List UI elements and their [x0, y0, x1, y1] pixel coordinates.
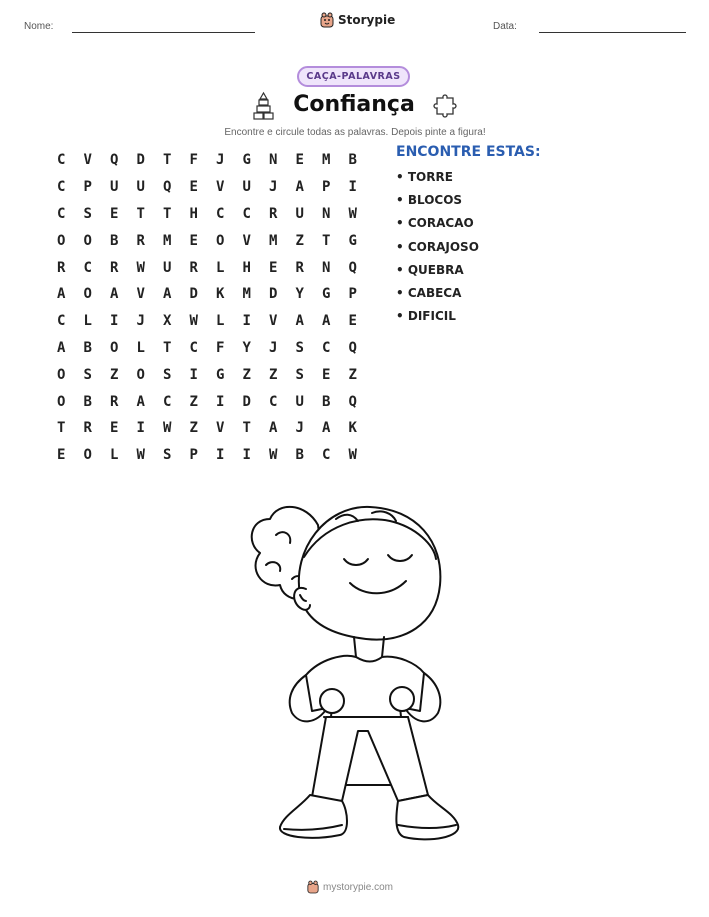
grid-letter[interactable]: R [189, 259, 198, 276]
grid-letter[interactable]: V [136, 286, 145, 303]
grid-letter[interactable]: T [322, 232, 331, 249]
grid-letter[interactable]: Z [295, 232, 304, 249]
word-list-item: • BLOCOS [396, 193, 479, 216]
grid-letter[interactable]: C [216, 205, 225, 222]
grid-letter[interactable]: I [348, 179, 357, 196]
grid-letter[interactable]: S [295, 339, 304, 356]
grid-letter[interactable]: E [322, 366, 331, 383]
grid-letter[interactable]: J [269, 339, 278, 356]
grid-letter[interactable]: R [269, 205, 278, 222]
name-line[interactable] [72, 32, 255, 33]
grid-letter[interactable]: J [136, 313, 145, 330]
grid-letter[interactable]: R [136, 232, 145, 249]
grid-letter[interactable]: F [216, 339, 225, 356]
grid-letter[interactable]: F [189, 152, 198, 169]
grid-letter[interactable]: Q [348, 339, 357, 356]
grid-letter[interactable]: C [57, 179, 66, 196]
grid-letter[interactable]: Y [295, 286, 304, 303]
grid-letter[interactable]: Z [189, 393, 198, 410]
grid-letter[interactable]: M [269, 232, 278, 249]
grid-letter[interactable]: C [83, 259, 92, 276]
word-list-item: • DIFICIL [396, 309, 479, 332]
grid-letter[interactable]: H [242, 259, 251, 276]
grid-letter[interactable]: L [110, 447, 119, 464]
word-list-item: • CORAJOSO [396, 240, 479, 263]
grid-letter[interactable]: E [110, 205, 119, 222]
grid-letter[interactable]: A [269, 420, 278, 437]
grid-letter[interactable]: J [269, 179, 278, 196]
word-list-item: • CORACAO [396, 216, 479, 239]
grid-letter[interactable]: T [57, 420, 66, 437]
grid-letter[interactable]: R [110, 259, 119, 276]
grid-letter[interactable]: A [136, 393, 145, 410]
grid-letter[interactable]: V [216, 179, 225, 196]
grid-letter[interactable]: A [163, 286, 172, 303]
grid-letter[interactable]: M [242, 286, 251, 303]
storypie-logo-icon [320, 12, 334, 28]
grid-letter[interactable]: U [163, 259, 172, 276]
grid-letter[interactable]: E [110, 420, 119, 437]
grid-letter[interactable]: T [163, 152, 172, 169]
grid-letter[interactable]: L [216, 313, 225, 330]
grid-letter[interactable]: C [57, 152, 66, 169]
grid-letter[interactable]: N [269, 152, 278, 169]
grid-letter[interactable]: C [269, 393, 278, 410]
grid-letter[interactable]: G [322, 286, 331, 303]
grid-letter[interactable]: R [57, 259, 66, 276]
grid-letter[interactable]: E [295, 152, 304, 169]
grid-letter[interactable]: M [322, 152, 331, 169]
grid-letter[interactable]: I [242, 447, 251, 464]
grid-letter[interactable]: S [295, 366, 304, 383]
grid-letter[interactable]: Y [242, 339, 251, 356]
grid-letter[interactable]: C [163, 393, 172, 410]
grid-letter[interactable]: D [189, 286, 198, 303]
word-search-grid[interactable] [48, 147, 366, 469]
grid-letter[interactable]: B [348, 152, 357, 169]
grid-letter[interactable]: A [295, 313, 304, 330]
grid-letter[interactable]: R [295, 259, 304, 276]
grid-letter[interactable]: W [163, 420, 172, 437]
grid-letter[interactable]: W [136, 259, 145, 276]
grid-letter[interactable]: O [110, 339, 119, 356]
grid-letter[interactable]: P [189, 447, 198, 464]
grid-letter[interactable]: D [136, 152, 145, 169]
grid-letter[interactable]: W [269, 447, 278, 464]
grid-letter[interactable]: I [136, 420, 145, 437]
grid-letter[interactable]: I [189, 366, 198, 383]
grid-letter[interactable]: C [242, 205, 251, 222]
grid-letter[interactable]: B [110, 232, 119, 249]
grid-letter[interactable]: I [216, 393, 225, 410]
grid-letter[interactable]: D [269, 286, 278, 303]
grid-letter[interactable]: S [163, 447, 172, 464]
word-list-item: • QUEBRA [396, 263, 479, 286]
grid-letter[interactable]: C [57, 313, 66, 330]
grid-letter[interactable]: O [83, 232, 92, 249]
grid-letter[interactable]: W [348, 205, 357, 222]
grid-letter[interactable]: E [269, 259, 278, 276]
grid-letter[interactable]: J [295, 420, 304, 437]
grid-letter[interactable]: B [295, 447, 304, 464]
grid-letter[interactable]: R [110, 393, 119, 410]
grid-letter[interactable]: H [189, 205, 198, 222]
grid-letter[interactable]: E [189, 232, 198, 249]
footer [307, 880, 393, 894]
grid-letter[interactable]: Z [269, 366, 278, 383]
grid-letter[interactable]: G [348, 232, 357, 249]
grid-letter[interactable]: V [269, 313, 278, 330]
grid-letter[interactable]: Z [348, 366, 357, 383]
grid-letter[interactable]: A [57, 339, 66, 356]
grid-letter[interactable]: G [216, 366, 225, 383]
puzzle-piece-icon [433, 92, 459, 120]
date-line[interactable] [539, 32, 686, 33]
grid-letter[interactable]: N [322, 205, 331, 222]
grid-letter[interactable]: U [136, 179, 145, 196]
page-title: Confiança [293, 92, 415, 117]
grid-letter[interactable]: Z [189, 420, 198, 437]
grid-letter[interactable]: X [163, 313, 172, 330]
grid-letter[interactable]: P [83, 179, 92, 196]
grid-letter[interactable]: T [136, 205, 145, 222]
grid-letter[interactable]: P [322, 179, 331, 196]
grid-letter[interactable]: W [136, 447, 145, 464]
grid-letter[interactable]: B [83, 393, 92, 410]
grid-letter[interactable]: R [83, 420, 92, 437]
grid-letter[interactable]: Q [348, 259, 357, 276]
grid-letter[interactable]: N [322, 259, 331, 276]
grid-letter[interactable]: D [242, 393, 251, 410]
footer-url[interactable]: mystorypie.com [323, 881, 394, 893]
date-label: Data: [493, 21, 517, 32]
grid-letter[interactable]: A [57, 286, 66, 303]
grid-letter[interactable]: Z [110, 366, 119, 383]
grid-letter[interactable]: A [110, 286, 119, 303]
word-list-item: • TORRE [396, 170, 479, 193]
grid-letter[interactable]: M [163, 232, 172, 249]
grid-letter[interactable]: L [216, 259, 225, 276]
grid-letter[interactable]: L [83, 313, 92, 330]
grid-letter[interactable]: W [189, 313, 198, 330]
grid-letter[interactable]: S [163, 366, 172, 383]
storypie-logo-icon [307, 880, 319, 894]
word-list-item: • CABECA [396, 286, 479, 309]
instructions: Encontre e circule todas as palavras. Depois pinte a figura! [224, 127, 486, 138]
grid-letter[interactable]: U [295, 393, 304, 410]
grid-letter[interactable]: C [57, 205, 66, 222]
grid-letter[interactable]: A [322, 313, 331, 330]
grid-letter[interactable]: C [189, 339, 198, 356]
grid-letter[interactable]: O [57, 393, 66, 410]
grid-letter[interactable]: Q [110, 152, 119, 169]
grid-letter[interactable]: V [216, 420, 225, 437]
word-list-title: ENCONTRE ESTAS: [396, 144, 541, 160]
grid-letter[interactable]: C [322, 447, 331, 464]
grid-letter[interactable]: E [348, 313, 357, 330]
grid-letter[interactable]: T [163, 339, 172, 356]
grid-letter[interactable]: I [242, 313, 251, 330]
grid-letter[interactable]: L [136, 339, 145, 356]
grid-letter[interactable]: T [242, 420, 251, 437]
grid-letter[interactable]: K [216, 286, 225, 303]
grid-letter[interactable]: I [216, 447, 225, 464]
grid-letter[interactable]: E [57, 447, 66, 464]
grid-letter[interactable]: Q [348, 393, 357, 410]
grid-letter[interactable]: O [83, 286, 92, 303]
grid-letter[interactable]: U [110, 179, 119, 196]
grid-letter[interactable]: J [216, 152, 225, 169]
grid-letter[interactable]: I [110, 313, 119, 330]
grid-letter[interactable]: B [322, 393, 331, 410]
grid-letter[interactable]: V [242, 232, 251, 249]
grid-letter[interactable]: W [348, 447, 357, 464]
grid-letter[interactable]: C [322, 339, 331, 356]
grid-letter[interactable]: V [83, 152, 92, 169]
grid-letter[interactable]: S [83, 205, 92, 222]
grid-letter[interactable]: O [57, 232, 66, 249]
grid-letter[interactable]: G [242, 152, 251, 169]
grid-letter[interactable]: S [83, 366, 92, 383]
grid-letter[interactable]: Q [163, 179, 172, 196]
grid-letter[interactable]: A [295, 179, 304, 196]
name-label: Nome: [24, 21, 54, 32]
word-list [396, 170, 479, 332]
grid-letter[interactable]: O [216, 232, 225, 249]
grid-letter[interactable]: E [189, 179, 198, 196]
grid-letter[interactable]: U [295, 205, 304, 222]
brand [320, 12, 395, 28]
grid-letter[interactable]: O [136, 366, 145, 383]
grid-letter[interactable]: T [163, 205, 172, 222]
grid-letter[interactable]: U [242, 179, 251, 196]
brand-name: Storypie [338, 13, 396, 27]
grid-letter[interactable]: Z [242, 366, 251, 383]
grid-letter[interactable]: K [348, 420, 357, 437]
grid-letter[interactable]: O [83, 447, 92, 464]
grid-letter[interactable]: O [57, 366, 66, 383]
worksheet-type-badge: CAÇA-PALAVRAS [297, 66, 410, 87]
grid-letter[interactable]: B [83, 339, 92, 356]
confident-girl-coloring-image[interactable] [240, 485, 470, 855]
grid-letter[interactable]: A [322, 420, 331, 437]
grid-letter[interactable]: P [348, 286, 357, 303]
